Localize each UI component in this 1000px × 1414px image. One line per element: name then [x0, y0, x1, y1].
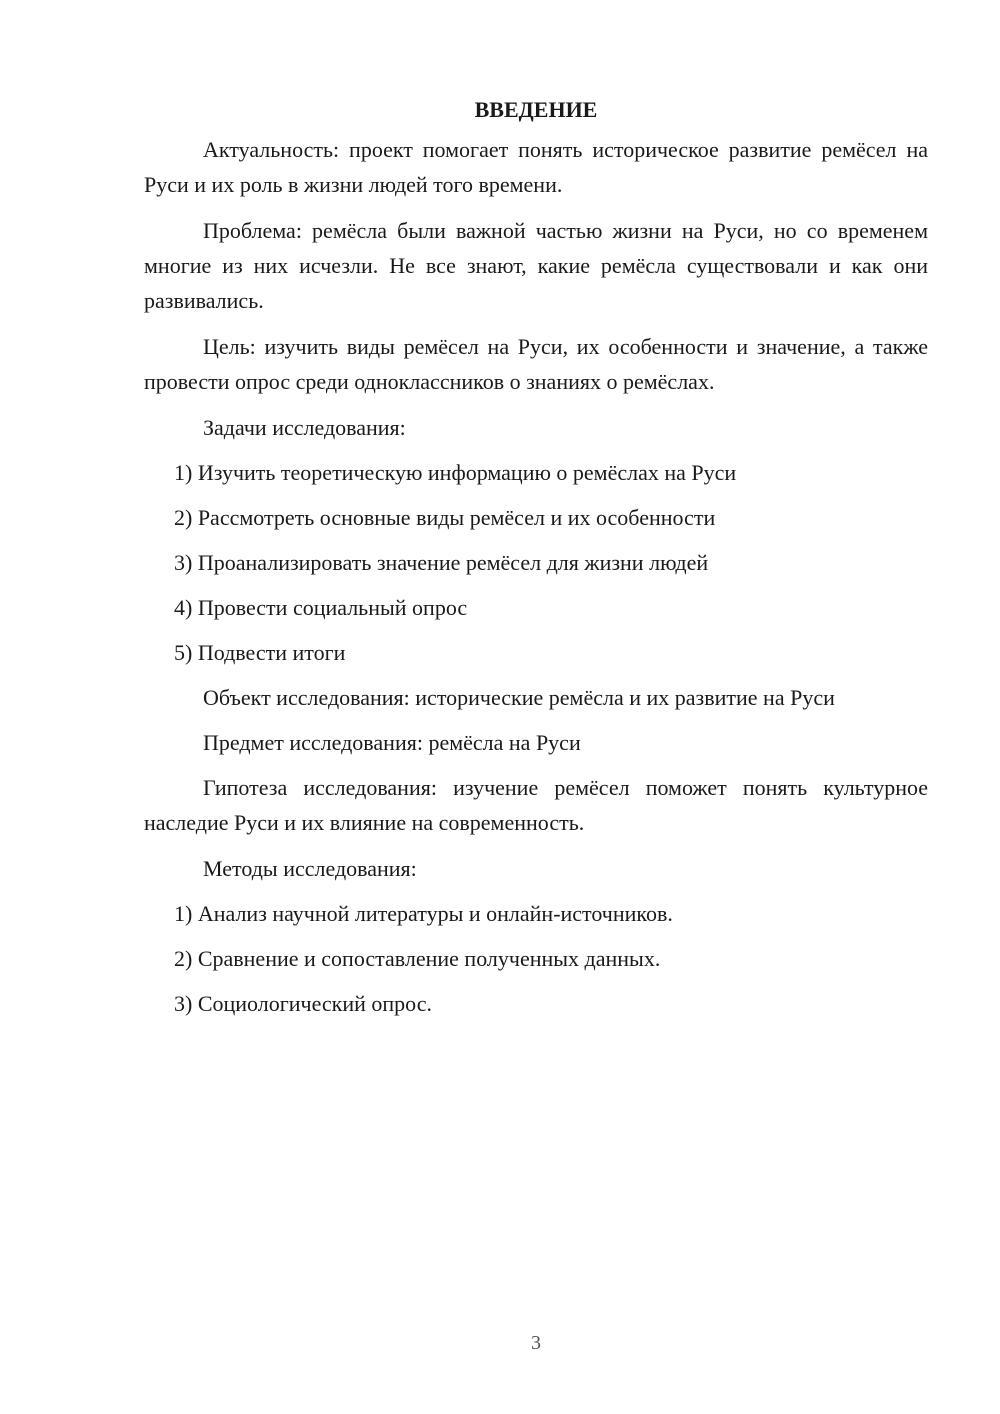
object-line: Объект исследования: исторические ремёсла и их развитие на Руси — [203, 685, 835, 710]
task-item-5: 5) Подвести итоги — [174, 640, 346, 665]
task-item-1: 1) Изучить теоретическую информацию о ремёслах на Руси — [174, 460, 737, 485]
method-item-2: 2) Сравнение и сопоставление полученных данных. — [174, 946, 661, 971]
relevance-paragraph: Актуальность: проект помогает понять историческое развитие ремёсел на Руси и их роль в жизни людей того времени. — [144, 137, 928, 197]
hypothesis-paragraph: Гипотеза исследования: изучение ремёсел поможет понять культурное наследие Руси и их влияние на современность. — [144, 775, 928, 835]
method-item-3: 3) Социологический опрос. — [174, 991, 432, 1016]
document-page — [144, 92, 928, 1031]
goal-paragraph: Цель: изучить виды ремёсел на Руси, их особенности и значение, а также провести опрос среди одноклассников о знаниях о ремёслах. — [144, 334, 928, 394]
tasks-heading: Задачи исследования: — [203, 415, 406, 440]
problem-paragraph: Проблема: ремёсла были важной частью жизни на Руси, но со временем многие из них исчезли. Не все знают, какие ремёсла существовали и как они развивались. — [144, 218, 928, 313]
subject-line: Предмет исследования: ремёсла на Руси — [203, 730, 581, 755]
task-item-2: 2) Рассмотреть основные виды ремёсел и их особенности — [174, 505, 716, 530]
task-item-3: 3) Проанализировать значение ремёсел для жизни людей — [174, 550, 709, 575]
page-number: 3 — [531, 1332, 541, 1354]
method-item-1: 1) Анализ научной литературы и онлайн-источников. — [174, 901, 673, 926]
methods-heading: Методы исследования: — [203, 856, 417, 881]
page-title: ВВЕДЕНИЕ — [474, 97, 598, 122]
task-item-4: 4) Провести социальный опрос — [174, 595, 468, 620]
